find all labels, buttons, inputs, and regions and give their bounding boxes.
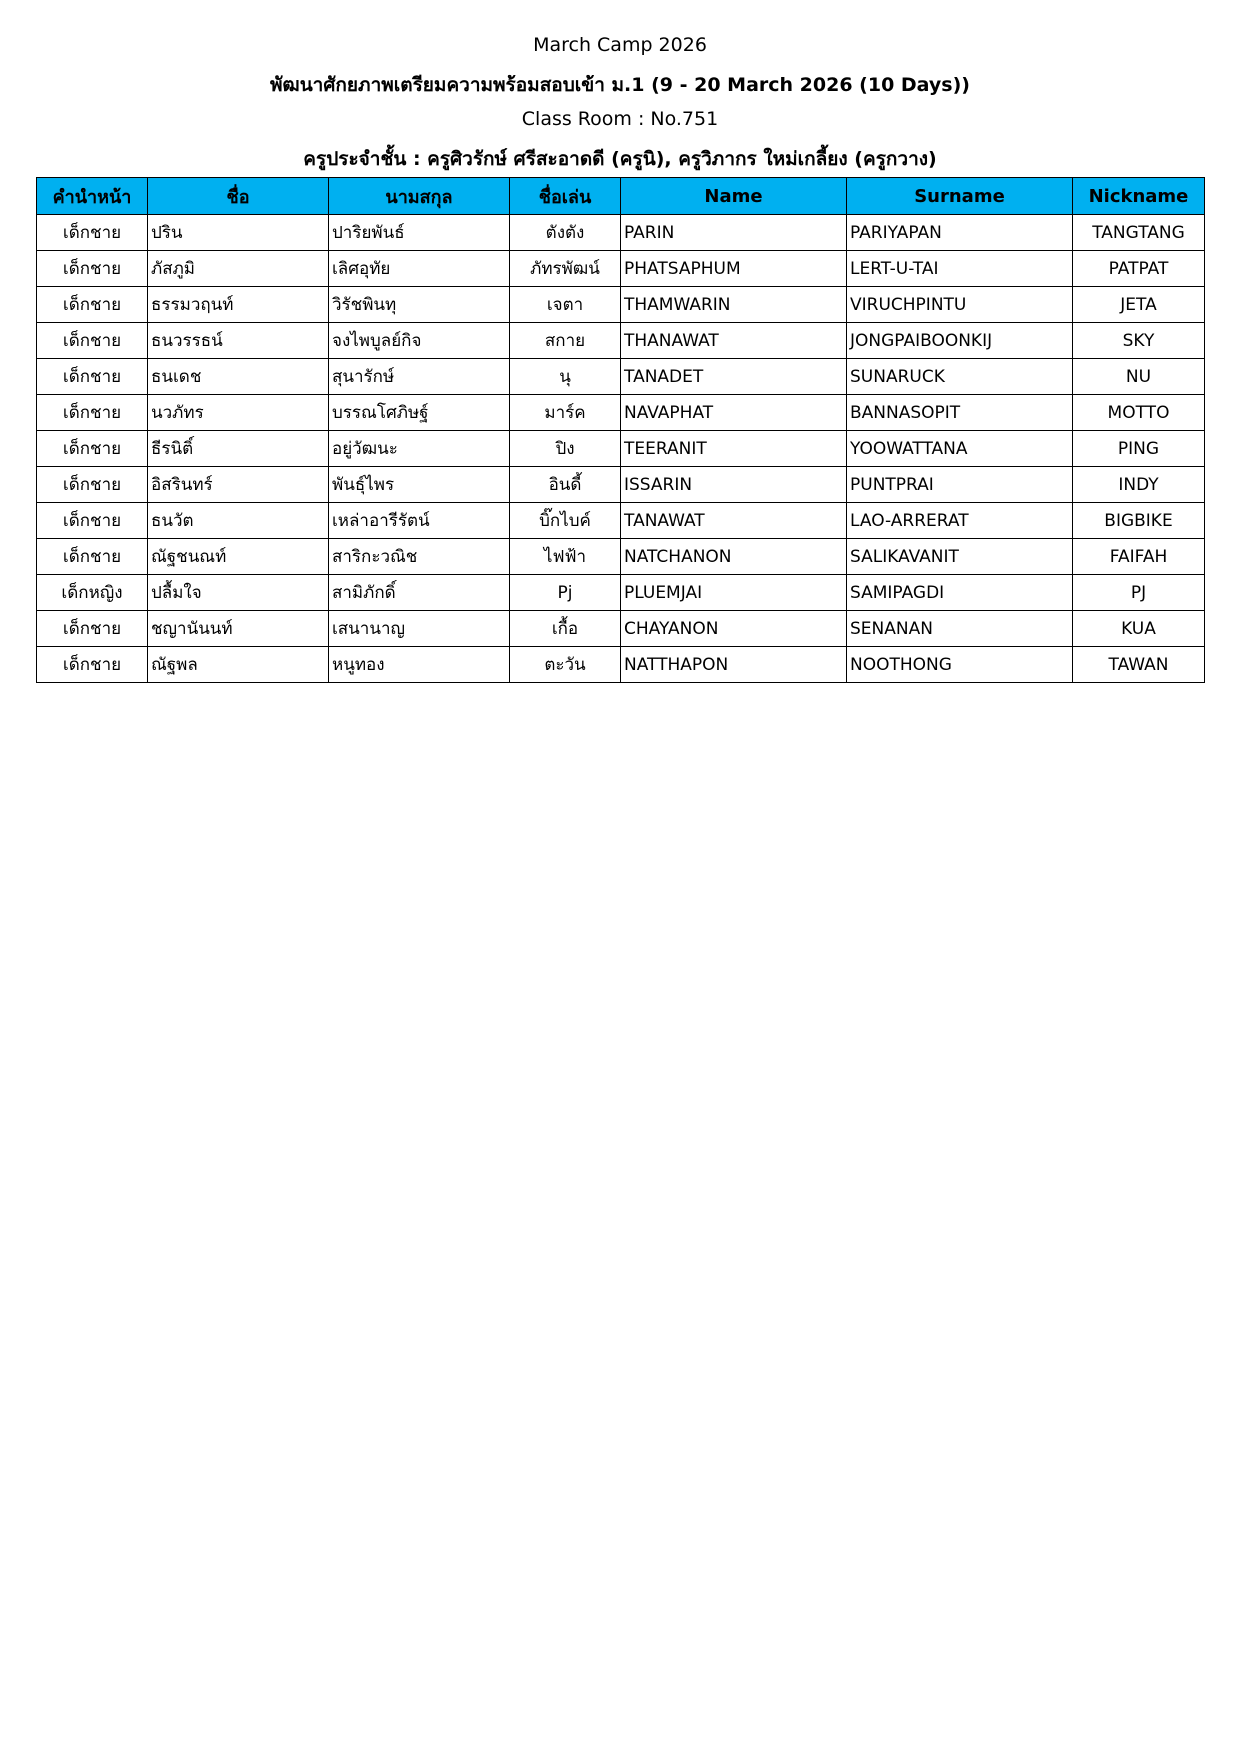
cell-name: TANADET	[621, 359, 847, 395]
cell-nickname: TAWAN	[1073, 647, 1205, 683]
cell-first-name-th: ภัสภูมิ	[148, 251, 329, 287]
cell-surname-th: สาริกะวณิช	[329, 539, 510, 575]
cell-name: TANAWAT	[621, 503, 847, 539]
cell-surname-th: เลิศอุทัย	[329, 251, 510, 287]
cell-nickname: KUA	[1073, 611, 1205, 647]
cell-surname-th: เสนานาญ	[329, 611, 510, 647]
cell-surname-th: วิรัชพินทุ	[329, 287, 510, 323]
table-row	[37, 539, 1205, 575]
cell-nickname-th: Pj	[510, 575, 621, 611]
cell-prefix: เด็กชาย	[37, 467, 148, 503]
cell-surname-th: บรรณโศภิษฐ์	[329, 395, 510, 431]
cell-prefix: เด็กชาย	[37, 251, 148, 287]
cell-prefix: เด็กชาย	[37, 503, 148, 539]
cell-surname: LERT-U-TAI	[847, 251, 1073, 287]
classroom-label: Class Room : No.751	[521, 108, 719, 130]
col-header-nickname: Nickname	[1073, 178, 1205, 215]
table-row	[37, 467, 1205, 503]
cell-nickname: PJ	[1073, 575, 1205, 611]
cell-nickname-th: ปิง	[510, 431, 621, 467]
cell-nickname: PING	[1073, 431, 1205, 467]
cell-prefix: เด็กชาย	[37, 611, 148, 647]
cell-name: PLUEMJAI	[621, 575, 847, 611]
cell-nickname-th: นุ	[510, 359, 621, 395]
cell-name: THANAWAT	[621, 323, 847, 359]
table-row	[37, 287, 1205, 323]
cell-prefix: เด็กชาย	[37, 323, 148, 359]
cell-surname: VIRUCHPINTU	[847, 287, 1073, 323]
cell-nickname: PATPAT	[1073, 251, 1205, 287]
table-row	[37, 503, 1205, 539]
cell-first-name-th: ธนเดช	[148, 359, 329, 395]
cell-nickname-th: มาร์ค	[510, 395, 621, 431]
cell-name: ISSARIN	[621, 467, 847, 503]
cell-nickname: JETA	[1073, 287, 1205, 323]
cell-prefix: เด็กชาย	[37, 359, 148, 395]
cell-nickname-th: ตังตัง	[510, 215, 621, 251]
table-body	[37, 215, 1205, 683]
student-roster-table	[36, 177, 1205, 683]
cell-surname: SUNARUCK	[847, 359, 1073, 395]
cell-nickname-th: อินดี้	[510, 467, 621, 503]
cell-surname-th: ปาริยพันธ์	[329, 215, 510, 251]
cell-name: TEERANIT	[621, 431, 847, 467]
table-row	[37, 431, 1205, 467]
cell-first-name-th: ธนวรรธน์	[148, 323, 329, 359]
col-header-nickname-th: ชื่อเล่น	[510, 178, 621, 215]
col-header-surname: Surname	[847, 178, 1073, 215]
cell-prefix: เด็กชาย	[37, 395, 148, 431]
cell-surname: SAMIPAGDI	[847, 575, 1073, 611]
cell-surname-th: เหล่าอารีรัตน์	[329, 503, 510, 539]
cell-nickname: MOTTO	[1073, 395, 1205, 431]
cell-surname: YOOWATTANA	[847, 431, 1073, 467]
col-header-name: Name	[621, 178, 847, 215]
cell-prefix: เด็กชาย	[37, 287, 148, 323]
cell-nickname: BIGBIKE	[1073, 503, 1205, 539]
cell-name: PHATSAPHUM	[621, 251, 847, 287]
cell-nickname-th: เจตา	[510, 287, 621, 323]
table-row	[37, 647, 1205, 683]
cell-first-name-th: ธนวัต	[148, 503, 329, 539]
cell-surname: LAO-ARRERAT	[847, 503, 1073, 539]
cell-first-name-th: ชญานันนท์	[148, 611, 329, 647]
cell-first-name-th: ณัฐชนณท์	[148, 539, 329, 575]
table-row	[37, 359, 1205, 395]
cell-first-name-th: อิสรินทร์	[148, 467, 329, 503]
cell-first-name-th: ณัฐพล	[148, 647, 329, 683]
cell-surname: SALIKAVANIT	[847, 539, 1073, 575]
table-row	[37, 611, 1205, 647]
table-row	[37, 251, 1205, 287]
cell-name: PARIN	[621, 215, 847, 251]
cell-surname-th: สุนารักษ์	[329, 359, 510, 395]
cell-nickname-th: ไฟฟ้า	[510, 539, 621, 575]
cell-surname-th: พันธุ์ไพร	[329, 467, 510, 503]
cell-nickname-th: ภัทรพัฒน์	[510, 251, 621, 287]
cell-surname-th: สามิภักดิ์	[329, 575, 510, 611]
col-header-prefix: คำนำหน้า	[37, 178, 148, 215]
camp-title: March Camp 2026	[533, 34, 707, 56]
cell-first-name-th: นวภัทร	[148, 395, 329, 431]
cell-surname: PARIYAPAN	[847, 215, 1073, 251]
cell-nickname: FAIFAH	[1073, 539, 1205, 575]
cell-first-name-th: ปลื้มใจ	[148, 575, 329, 611]
table-row	[37, 215, 1205, 251]
cell-surname: BANNASOPIT	[847, 395, 1073, 431]
cell-first-name-th: ธรรมวฤนท์	[148, 287, 329, 323]
col-header-first-name-th: ชื่อ	[148, 178, 329, 215]
cell-surname: SENANAN	[847, 611, 1073, 647]
cell-nickname-th: สกาย	[510, 323, 621, 359]
table-header-row	[37, 178, 1205, 215]
cell-surname-th: จงไพบูลย์กิจ	[329, 323, 510, 359]
table-row	[37, 575, 1205, 611]
cell-surname: JONGPAIBOONKIJ	[847, 323, 1073, 359]
cell-name: NAVAPHAT	[621, 395, 847, 431]
cell-name: CHAYANON	[621, 611, 847, 647]
cell-name: NATTHAPON	[621, 647, 847, 683]
homeroom-teachers: ครูประจำชั้น : ครูศิวรักษ์ ศรีสะอาดดี (ครูนิ), ครูวิภากร ใหม่เกลี้ยง (ครูกวาง)	[303, 148, 937, 170]
cell-nickname: SKY	[1073, 323, 1205, 359]
cell-nickname-th: เกื้อ	[510, 611, 621, 647]
cell-name: THAMWARIN	[621, 287, 847, 323]
program-subtitle: พัฒนาศักยภาพเตรียมความพร้อมสอบเข้า ม.1 (9 - 20 March 2026 (10 Days))	[270, 74, 970, 96]
cell-surname-th: อยู่วัฒนะ	[329, 431, 510, 467]
cell-name: NATCHANON	[621, 539, 847, 575]
cell-nickname: TANGTANG	[1073, 215, 1205, 251]
cell-surname-th: หนูทอง	[329, 647, 510, 683]
cell-nickname-th: บิ๊กไบค์	[510, 503, 621, 539]
cell-nickname: NU	[1073, 359, 1205, 395]
cell-surname: NOOTHONG	[847, 647, 1073, 683]
table-row	[37, 395, 1205, 431]
table-row	[37, 323, 1205, 359]
cell-prefix: เด็กชาย	[37, 647, 148, 683]
cell-first-name-th: ปริน	[148, 215, 329, 251]
col-header-surname-th: นามสกุล	[329, 178, 510, 215]
cell-prefix: เด็กชาย	[37, 215, 148, 251]
cell-surname: PUNTPRAI	[847, 467, 1073, 503]
cell-first-name-th: ธีรนิติ์	[148, 431, 329, 467]
cell-prefix: เด็กหญิง	[37, 575, 148, 611]
cell-prefix: เด็กชาย	[37, 431, 148, 467]
cell-prefix: เด็กชาย	[37, 539, 148, 575]
cell-nickname: INDY	[1073, 467, 1205, 503]
cell-nickname-th: ตะวัน	[510, 647, 621, 683]
